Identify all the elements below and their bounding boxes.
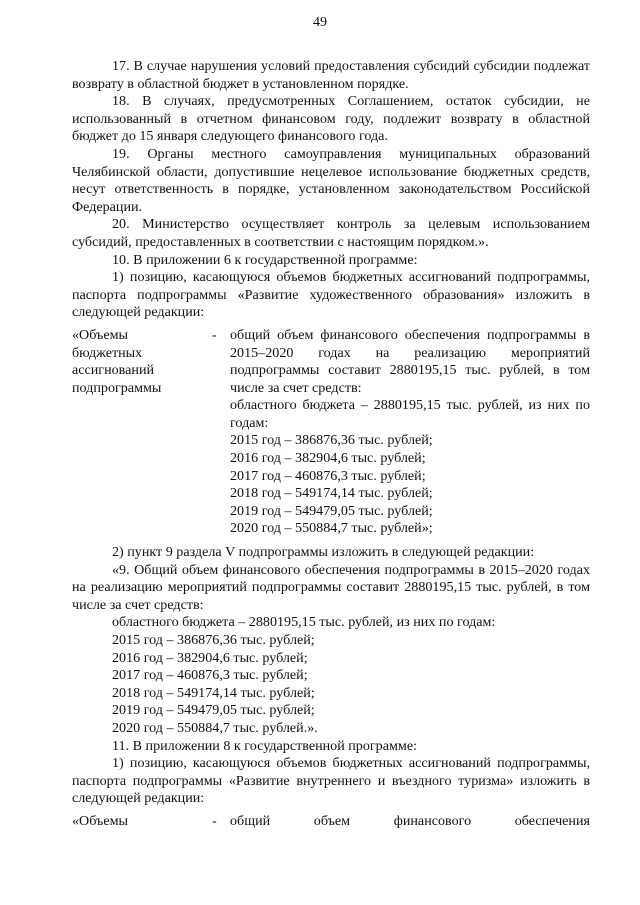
paragraph-18: 18. В случаях, предусмотренных Соглашением, остаток субсидии, не использованный в отчетном финансовом году, подлежит возврату в областной бюджет до 15 января следующего финансового года. [72,93,590,145]
label-line: подпрограммы [72,379,162,396]
budget-table-1-value [230,327,590,538]
year-line: 2017 год – 460876,3 тыс. рублей; [230,467,426,484]
label-line: ассигнований [72,362,155,379]
item-10-subitem-2: 2) пункт 9 раздела V подпрограммы изложить в следующей редакции: [112,544,535,561]
table-dash: - [212,812,217,829]
year-line: 2016 год – 382904,6 тыс. рублей; [112,649,308,666]
item-10-title: 10. В приложении 6 к государственной программе: [112,251,418,268]
year-line: 2018 год – 549174,14 тыс. рублей; [112,684,315,701]
item-10-subitem-1: 1) позицию, касающуюся объемов бюджетных ассигнований подпрограммы, паспорта подпрограммы «Развитие художественного образования» изложить в следующей редакции: [72,269,590,321]
budget-regional: областного бюджета – 2880195,15 тыс. рублей, из них по годам: [230,397,590,431]
item-11-subitem-1: 1) позицию, касающуюся объемов бюджетных ассигнований подпрограммы, паспорта подпрограммы «Развитие внутреннего и въездного туризма» изложить в следующей редакции: [72,755,590,807]
paragraph-9: «9. Общий объем финансового обеспечения подпрограммы в 2015–2020 годах на реализацию мероприятий подпрограммы составит 2880195,15 тыс. рублей, в том числе за счет средств: [72,561,590,613]
paragraph-17: 17. В случае нарушения условий предоставления субсидий субсидии подлежат возврату в областной бюджет в установленном порядке. [72,58,590,92]
paragraph-19: 19. Органы местного самоуправления муниципальных образований Челябинской области, допустившие нецелевое использование бюджетных средств, несут ответственность в порядке, установленном законодательством Российской Федерации. [72,145,590,215]
year-line: 2018 год – 549174,14 тыс. рублей; [230,485,433,502]
label-line: «Объемы [72,326,128,343]
budget-intro: общий объем финансового обеспечения подпрограммы в 2015–2020 годах на реализацию мероприятий подпрограммы составит 2880195,15 тыс. рублей, в том числе за счет средств: [230,326,590,396]
year-line: 2019 год – 549479,05 тыс. рублей; [230,502,433,519]
label-line: бюджетных [72,344,143,361]
year-line: 2016 год – 382904,6 тыс. рублей; [230,450,426,467]
year-line: 2015 год – 386876,36 тыс. рублей; [112,632,315,648]
table-dash: - [212,326,217,343]
year-line: 2017 год – 460876,3 тыс. рублей; [112,667,308,684]
page-content [72,58,590,837]
item-11-title: 11. В приложении 8 к государственной программе: [112,737,417,754]
year-line: 2019 год – 549479,05 тыс. рублей; [112,702,315,719]
year-line: 2020 год – 550884,7 тыс. рублей»; [230,520,433,537]
budget-table-2-label: «Объемы [72,812,128,829]
budget-table-1 [72,327,590,538]
year-line: 2015 год – 386876,36 тыс. рублей; [230,432,433,449]
budget-table-2 [72,813,590,831]
paragraph-9-regional: областного бюджета – 2880195,15 тыс. рублей, из них по годам: [112,614,496,631]
budget-table-1-label [72,327,212,538]
year-line: 2020 год – 550884,7 тыс. рублей.». [112,719,318,736]
paragraph-20: 20. Министерство осуществляет контроль за целевым использованием субсидий, предоставленных в соответствии с настоящим порядком.». [72,216,590,250]
page-number: 49 [313,15,327,30]
budget-table-2-value: общий объем финансового обеспечения [230,812,590,829]
